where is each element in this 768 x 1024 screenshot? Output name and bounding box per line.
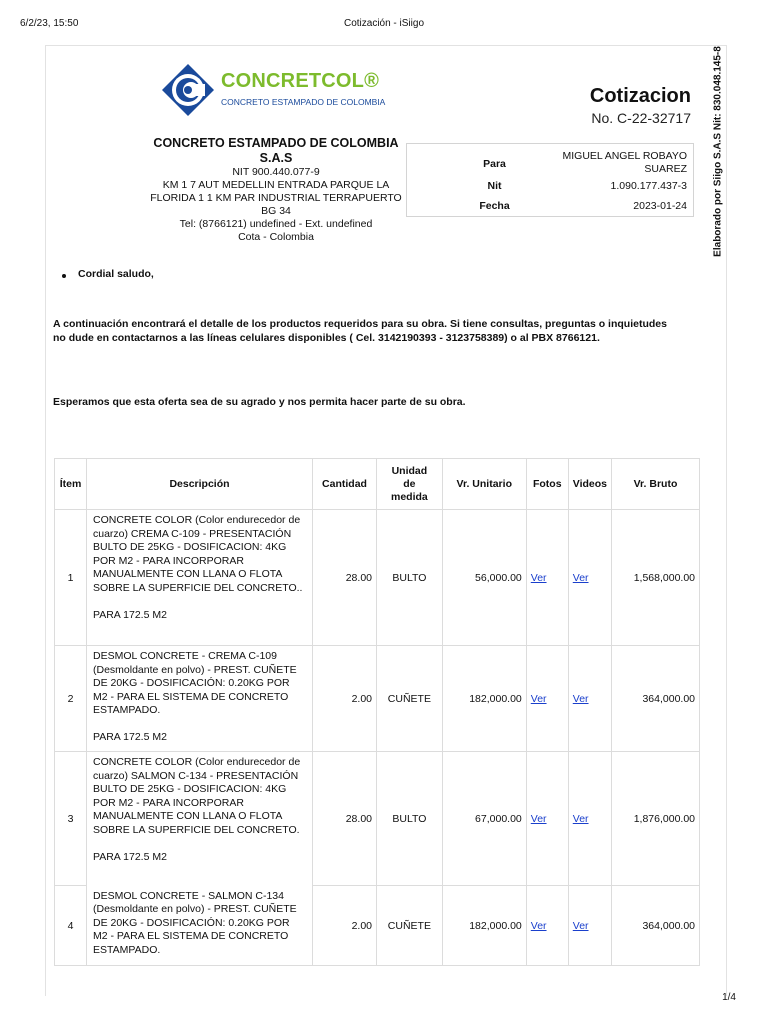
row-description	[87, 752, 313, 886]
row-unit-price: 67,000.00	[442, 752, 526, 886]
row-item: 2	[55, 646, 87, 752]
document-number: No. C-22-32717	[591, 110, 691, 126]
side-credit-text: Elaborado por Siigo S.A.S Nit: 830.048.145-8	[712, 46, 724, 257]
nit-value: 1.090.177.437-3	[610, 180, 687, 192]
bullet-icon	[62, 274, 66, 278]
client-info-box	[406, 143, 694, 217]
concretcol-logo-icon	[160, 62, 216, 118]
row-gross: 1,876,000.00	[612, 752, 700, 886]
logo-tagline: CONCRETO ESTAMPADO DE COLOMBIA	[221, 97, 386, 107]
videos-link[interactable]: Ver	[572, 692, 589, 705]
greeting-text: Cordial saludo,	[78, 268, 154, 280]
row-description-text: DESMOL CONCRETE - CREMA C-109 (Desmoldante en polvo) - PREST. CUÑETE DE 20KG - DOSIFICACIÓN: 0.20KG POR M2 - PARA EL SISTEMA DE CONCRETO ESTAMPADO.	[93, 650, 297, 717]
header-videos: Videos	[568, 459, 611, 510]
row-photos-cell	[526, 510, 568, 646]
header-photos: Fotos	[526, 459, 568, 510]
header-gross: Vr. Bruto	[612, 459, 700, 510]
table-header-row	[55, 459, 700, 510]
videos-link[interactable]: Ver	[572, 812, 589, 825]
company-city: Cota - Colombia	[238, 231, 314, 243]
logo-name: CONCRETCOL®	[221, 70, 380, 92]
row-videos-cell	[568, 886, 611, 966]
products-table	[54, 458, 700, 966]
photos-link[interactable]: Ver	[530, 571, 547, 584]
row-description-text: CONCRETE COLOR (Color endurecedor de cuarzo) SALMON C-134 - PRESENTACIÓN BULTO DE 25KG - DOSIFICACION: 4KG POR M2 - PARA INCORPORAR MANUALMENTE CON LLANA O FLOTA SOBRE LA SUPERFICIE DEL CONCRETO.	[93, 756, 301, 836]
intro-paragraph: A continuación encontrará el detalle de los productos requeridos para su obra. Si tiene consultas, preguntas o inquietudes no dude en contactarnos a las líneas celulares disponibles ( Cel. 3142190393 - 3123758389) o al PBX 8766121.	[53, 318, 667, 344]
row-description	[87, 886, 313, 966]
print-title: Cotización - iSiigo	[343, 18, 425, 29]
row-gross: 364,000.00	[612, 886, 700, 966]
row-unit: BULTO	[377, 510, 443, 646]
row-item: 3	[55, 752, 87, 886]
header-item: Ítem	[55, 459, 87, 510]
row-gross: 364,000.00	[612, 646, 700, 752]
para-label: Para	[483, 158, 506, 170]
page-number: 1/4	[722, 992, 736, 1003]
row-item: 4	[55, 886, 87, 966]
row-photos-cell	[526, 752, 568, 886]
closing-paragraph: Esperamos que esta oferta sea de su agrado y nos permita hacer parte de su obra.	[53, 396, 466, 408]
company-nit: NIT 900.440.077-9	[232, 166, 320, 178]
photos-link[interactable]: Ver	[530, 919, 547, 932]
row-note: PARA 172.5 M2	[93, 730, 167, 743]
row-unit: CUÑETE	[377, 646, 443, 752]
greeting	[62, 268, 154, 280]
side-credit	[712, 46, 724, 258]
row-quantity: 28.00	[313, 510, 377, 646]
company-logo	[160, 62, 410, 120]
nit-label: Nit	[487, 180, 502, 192]
table-row	[55, 886, 700, 966]
fecha-label: Fecha	[479, 200, 510, 212]
photos-link[interactable]: Ver	[530, 692, 547, 705]
row-item: 1	[55, 510, 87, 646]
row-videos-cell	[568, 510, 611, 646]
row-note: PARA 172.5 M2	[93, 608, 167, 621]
photos-link[interactable]: Ver	[530, 812, 547, 825]
row-photos-cell	[526, 886, 568, 966]
document-title: Cotizacion	[589, 85, 691, 107]
row-videos-cell	[568, 646, 611, 752]
header-unit-price: Vr. Unitario	[442, 459, 526, 510]
print-datetime: 6/2/23, 15:50	[20, 18, 79, 29]
row-quantity: 2.00	[313, 886, 377, 966]
row-gross: 1,568,000.00	[612, 510, 700, 646]
row-unit: BULTO	[377, 752, 443, 886]
row-videos-cell	[568, 752, 611, 886]
table-row	[55, 510, 700, 646]
row-description	[87, 510, 313, 646]
company-address: KM 1 7 AUT MEDELLIN ENTRADA PARQUE LA FLORIDA 1 1 KM PAR INDUSTRIAL TERRAPUERTO BG 34	[150, 179, 402, 217]
fecha-value: 2023-01-24	[633, 200, 687, 212]
videos-link[interactable]: Ver	[572, 919, 589, 932]
row-description-text: DESMOL CONCRETE - SALMON C-134 (Desmoldante en polvo) - PREST. CUÑETE DE 20KG - DOSIFICACIÓN: 0.20KG POR M2 - PARA EL SISTEMA DE CONCRETO ESTAMPADO.	[93, 889, 297, 956]
header-quantity: Cantidad	[313, 459, 377, 510]
row-description-text: CONCRETE COLOR (Color endurecedor de cuarzo) CREMA C-109 - PRESENTACIÓN BULTO DE 25KG - DOSIFICACION: 4KG POR M2 - PARA INCORPORAR MANUALMENTE CON LLANA O FLOTA SOBRE LA SUPERFICIE DEL CONCRETO..	[93, 514, 303, 594]
row-description	[87, 646, 313, 752]
header-description: Descripción	[87, 459, 313, 510]
row-note: PARA 172.5 M2	[93, 850, 167, 863]
table-row	[55, 752, 700, 886]
row-unit-price: 56,000.00	[442, 510, 526, 646]
row-photos-cell	[526, 646, 568, 752]
row-unit-price: 182,000.00	[442, 886, 526, 966]
videos-link[interactable]: Ver	[572, 571, 589, 584]
company-name: CONCRETO ESTAMPADO DE COLOMBIA S.A.S	[153, 136, 399, 165]
row-quantity: 28.00	[313, 752, 377, 886]
row-unit: CUÑETE	[377, 886, 443, 966]
table-row	[55, 646, 700, 752]
company-tel: Tel: (8766121) undefined - Ext. undefined	[179, 218, 373, 230]
header-unit: Unidad de medida	[377, 459, 443, 510]
para-value: MIGUEL ANGEL ROBAYO SUAREZ	[562, 150, 687, 175]
company-block	[145, 136, 407, 244]
row-quantity: 2.00	[313, 646, 377, 752]
row-unit-price: 182,000.00	[442, 646, 526, 752]
